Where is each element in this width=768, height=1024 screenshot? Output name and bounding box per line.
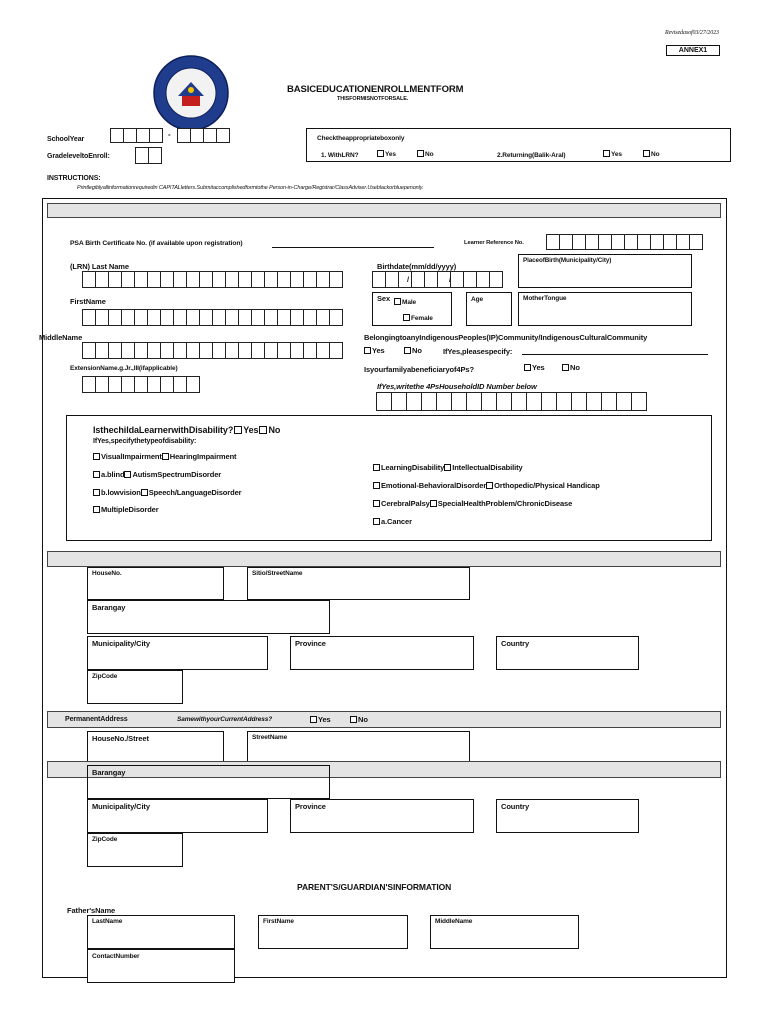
father-first-name-label: FirstName: [263, 918, 294, 925]
disability-learning[interactable]: LearningDisability IntellectualDisability: [373, 463, 523, 472]
age-field[interactable]: [466, 292, 512, 326]
fourps-id-boxes[interactable]: [376, 392, 646, 411]
disability-specify: IfYes,specifythetypeofdisability:: [93, 438, 197, 445]
permanent-zip-field[interactable]: [87, 833, 183, 867]
disability-visual[interactable]: VisualImpairment HearingImpairment: [93, 452, 236, 461]
disability-emotional[interactable]: Emotional-BehavioralDisorder Orthopedic/Physical Handicap: [373, 481, 600, 490]
deped-seal-icon: [152, 54, 230, 132]
current-barangay-label: Barangay: [92, 603, 126, 612]
current-street-label: Sitio/StreetName: [252, 570, 303, 577]
lrn-boxes[interactable]: [546, 234, 702, 250]
permanent-street-field[interactable]: [247, 731, 470, 764]
middle-name-boxes[interactable]: [82, 342, 342, 359]
current-zip-field[interactable]: [87, 670, 183, 704]
lrn-returning-box: [306, 128, 731, 162]
permanent-barangay-field[interactable]: [87, 765, 330, 799]
annex-label: ANNEX1: [666, 45, 720, 56]
school-year-start-boxes[interactable]: [110, 128, 162, 143]
ip-no-option[interactable]: No: [404, 346, 422, 355]
permanent-zip-label: ZipCode: [92, 836, 118, 843]
birthdate-boxes[interactable]: [372, 271, 502, 288]
place-of-birth-label: PlaceofBirth(Municipality/City): [523, 257, 612, 264]
permanent-house-label: HouseNo./Street: [92, 734, 149, 743]
instructions-title: INSTRUCTIONS:: [47, 175, 101, 182]
current-barangay-field[interactable]: [87, 600, 330, 634]
permanent-province-field[interactable]: [290, 799, 474, 833]
father-middle-name-label: MiddleName: [435, 918, 473, 925]
first-name-label: FirstName: [70, 297, 106, 306]
permanent-address-title: PermanentAddress: [65, 716, 128, 723]
mother-tongue-label: MotherTongue: [523, 295, 567, 302]
sex-label: Sex: [377, 294, 391, 303]
returning-yes[interactable]: Yes: [603, 150, 622, 158]
birthdate-slash-2: /: [449, 275, 451, 284]
permanent-country-label: Country: [501, 802, 530, 811]
sex-female-option[interactable]: Female: [403, 314, 433, 322]
permanent-same-question: SamewithyourCurrentAddress?: [177, 716, 273, 723]
current-house-field[interactable]: [87, 567, 224, 600]
permanent-municipality-label: Municipality/City: [92, 802, 150, 811]
father-contact-field[interactable]: [87, 949, 235, 983]
place-of-birth-field[interactable]: [518, 254, 692, 288]
disability-multiple[interactable]: MultipleDisorder: [93, 505, 159, 514]
permanent-same-yes[interactable]: Yes: [310, 715, 331, 724]
check-instruction: Checktheappropriateboxonly: [317, 135, 405, 142]
with-lrn-yes[interactable]: Yes: [377, 150, 396, 158]
father-contact-label: ContactNumber: [92, 953, 140, 960]
disability-blind[interactable]: a.blind AutismSpectrumDisorder: [93, 470, 221, 479]
age-label: Age: [471, 296, 483, 303]
permanent-street-label: StreetName: [252, 734, 288, 741]
current-zip-label: ZipCode: [92, 673, 118, 680]
school-year-label: SchoolYear: [47, 136, 85, 143]
psa-label: PSA Birth Certificate No. (if available upon registration): [70, 240, 243, 247]
current-municipality-label: Municipality/City: [92, 639, 150, 648]
current-country-field[interactable]: [496, 636, 639, 670]
returning-question: 2.Returning(Balik-Aral): [497, 152, 566, 159]
fourps-id-label: IfYes,writethe 4PsHouseholdID Number below: [377, 382, 537, 391]
extension-name-boxes[interactable]: [82, 376, 199, 393]
current-street-field[interactable]: [247, 567, 470, 600]
with-lrn-question: 1. WithLRN?: [321, 152, 359, 159]
father-first-name-field[interactable]: [258, 915, 408, 949]
grade-level-boxes[interactable]: [135, 147, 161, 164]
disability-box: [66, 415, 712, 541]
disability-cancer[interactable]: a.Cancer: [373, 517, 412, 526]
ip-yes-option[interactable]: Yes: [364, 346, 385, 355]
birthdate-slash-1: /: [407, 275, 409, 284]
disability-low-vision[interactable]: b.lowvision Speech/LanguageDisorder: [93, 488, 241, 497]
ip-specify-label: IfYes,pleasespecify:: [443, 347, 513, 356]
parents-section-title: PARENT'S/GUARDIAN'SINFORMATION: [297, 882, 452, 892]
last-name-boxes[interactable]: [82, 271, 342, 288]
returning-no[interactable]: No: [643, 150, 659, 158]
permanent-country-field[interactable]: [496, 799, 639, 833]
sex-field: [372, 292, 452, 326]
ip-label: BelongingtoanyIndigenousPeoples(IP)Community/IndigenousCulturalCommunity: [364, 333, 648, 342]
learner-info-header-bar: [47, 203, 721, 218]
current-province-field[interactable]: [290, 636, 474, 670]
disability-question: IsthechildaLearnerwithDisability? Yes No: [93, 425, 281, 435]
last-name-label: (LRN) Last Name: [70, 262, 129, 271]
birthdate-label: Birthdate(mm/dd/yyyy): [377, 262, 457, 271]
permanent-barangay-label: Barangay: [92, 768, 126, 777]
father-middle-name-field[interactable]: [430, 915, 579, 949]
school-year-dash: -: [168, 130, 171, 139]
current-country-label: Country: [501, 639, 530, 648]
sex-male-option[interactable]: Male: [394, 298, 416, 306]
disability-cerebral[interactable]: CerebralPalsy SpecialHealthProblem/ChronicDisease: [373, 499, 572, 508]
current-municipality-field[interactable]: [87, 636, 268, 670]
permanent-same-no[interactable]: No: [350, 715, 368, 724]
father-last-name-field[interactable]: [87, 915, 235, 949]
current-house-label: HouseNo.: [92, 570, 122, 577]
psa-number-line[interactable]: [272, 238, 434, 248]
mother-tongue-field[interactable]: [518, 292, 692, 326]
permanent-province-label: Province: [295, 802, 326, 811]
middle-name-label: MiddleName: [39, 333, 83, 342]
current-address-header-bar: [47, 551, 721, 567]
father-name-label: Father'sName: [67, 906, 116, 915]
current-province-label: Province: [295, 639, 326, 648]
first-name-boxes[interactable]: [82, 309, 342, 326]
extension-name-label: ExtensionName.g.Jr.,III(ifapplicable): [70, 365, 178, 372]
school-year-end-boxes[interactable]: [177, 128, 229, 143]
permanent-municipality-field[interactable]: [87, 799, 268, 833]
permanent-house-field[interactable]: [87, 731, 224, 764]
form-title: BASICEDUCATIONENROLLMENTFORM: [287, 84, 464, 95]
grade-level-label: GradeleveltoEnroll:: [47, 153, 110, 160]
fourps-yes-option[interactable]: Yes: [524, 363, 545, 372]
revision-date: Revisedasof03/27/2023: [665, 30, 719, 36]
with-lrn-no[interactable]: No: [417, 150, 433, 158]
fourps-no-option[interactable]: No: [562, 363, 580, 372]
ip-specify-line[interactable]: [522, 346, 708, 355]
fourps-question: Isyourfamilyabeneficiaryof4Ps?: [364, 365, 474, 374]
form-subtitle: THISFORMISNOTFORSALE.: [337, 96, 409, 102]
father-last-name-label: LastName: [92, 918, 123, 925]
instructions-text: Printlegiblyallinformationrequiredin CAPITALletters.Submitaccomplishedformtothe Person-in-Charge/Registrar/ClassAdviser.Useblackorbluepenonly.: [77, 185, 424, 191]
lrn-label: Learner Reference No.: [464, 240, 524, 246]
permanent-address-header-bar: [47, 711, 721, 728]
